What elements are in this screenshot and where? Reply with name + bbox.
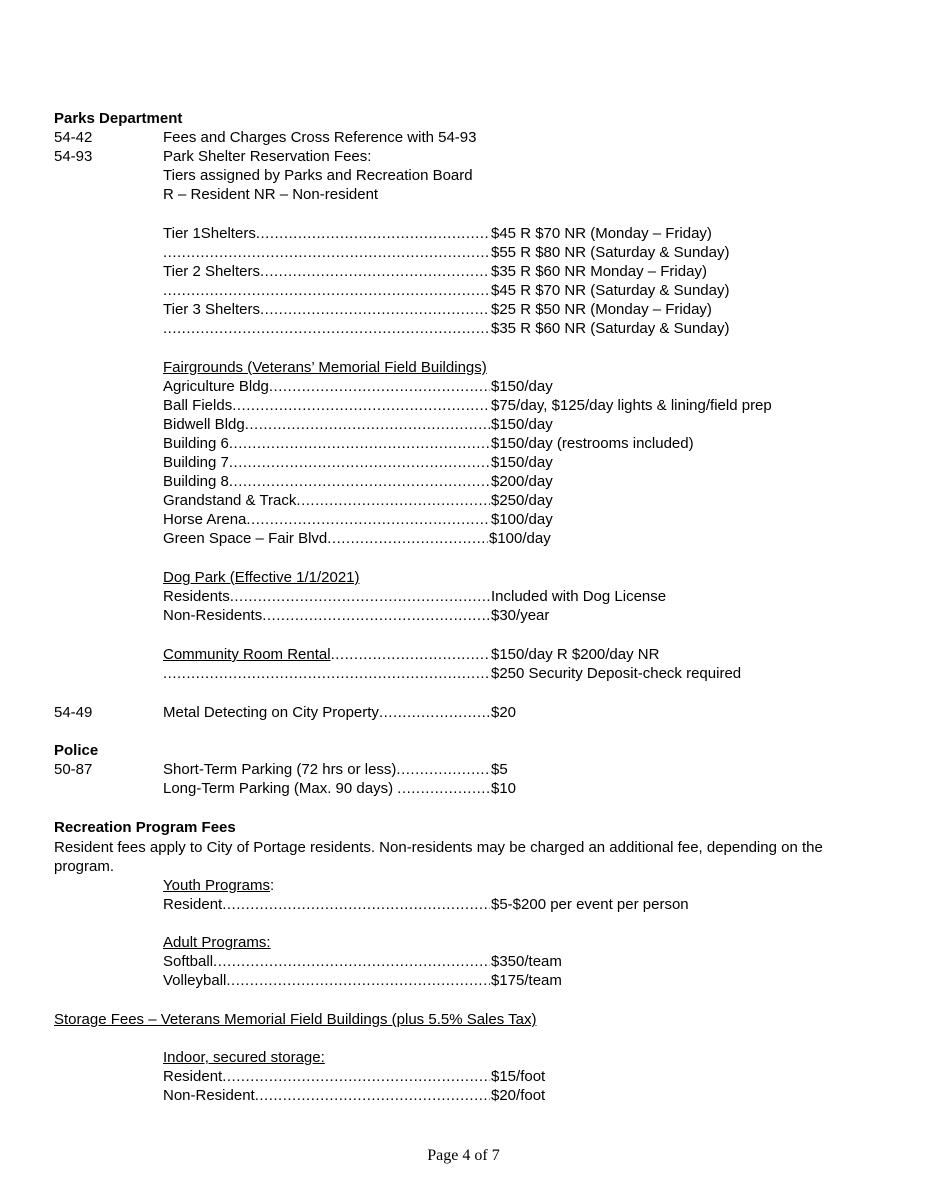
community-row: Community Room Rental ..... — [163, 646, 490, 663]
desc-54-93: Park Shelter Reservation Fees: — [163, 148, 372, 165]
code-54-42: 54-42 — [54, 129, 93, 146]
fairgrounds-value: $150/day — [491, 454, 553, 471]
shelter-value: $35 R $60 NR (Saturday & Sunday) — [491, 320, 730, 337]
storage-value: $20/foot — [491, 1087, 546, 1104]
metal-value: $20 — [491, 704, 517, 721]
police-heading: Police — [54, 742, 99, 759]
police-value: $5 — [491, 761, 508, 778]
dogpark-heading: Dog Park (Effective 1/1/2021) — [163, 569, 360, 586]
police-row: Short-Term Parking (72 hrs or less) ..... — [163, 761, 490, 778]
shelter-row: Tier 1Shelters ..... — [163, 225, 490, 242]
fairgrounds-value: $250/day — [491, 492, 553, 509]
fairgrounds-row: Building 7 ..... — [163, 454, 490, 471]
fairgrounds-value: $150/day — [491, 378, 553, 395]
desc-54-42: Fees and Charges Cross Reference with 54-93 — [163, 129, 477, 146]
shelter-row — [163, 282, 490, 299]
youth-heading-colon: : — [270, 877, 275, 894]
community-deposit-row — [163, 665, 490, 682]
storage-value: $15/foot — [491, 1068, 546, 1085]
shelter-value: $45 R $70 NR (Saturday & Sunday) — [491, 282, 730, 299]
fairgrounds-value: $150/day (restrooms included) — [491, 435, 694, 452]
tiers-note: Tiers assigned by Parks and Recreation Board — [163, 167, 473, 184]
fairgrounds-row: Grandstand & Track ..... — [163, 492, 490, 509]
fairgrounds-value: $200/day — [491, 473, 553, 490]
fairgrounds-row: Building 6 ..... — [163, 435, 490, 452]
police-value: $10 — [491, 780, 517, 797]
community-deposit: $250 Security Deposit-check required — [491, 665, 742, 682]
resident-legend: R – Resident NR – Non-resident — [163, 186, 379, 203]
parks-heading: Parks Department — [54, 110, 183, 127]
adult-row: Softball ..... — [163, 953, 490, 970]
dogpark-value: $30/year — [491, 607, 550, 624]
fairgrounds-row: Green Space – Fair Blvd ..... — [163, 530, 488, 547]
fairgrounds-row: Horse Arena ..... — [163, 511, 490, 528]
shelter-row — [163, 244, 490, 261]
community-value: $150/day R $200/day NR — [491, 646, 660, 663]
shelter-value: $55 R $80 NR (Saturday & Sunday) — [491, 244, 730, 261]
code-54-49: 54-49 — [54, 704, 93, 721]
fairgrounds-heading: Fairgrounds (Veterans’ Memorial Field Buildings) — [163, 359, 487, 376]
dogpark-row: Non-Residents ..... — [163, 607, 490, 624]
shelter-value: $35 R $60 NR Monday – Friday) — [491, 263, 707, 280]
shelter-row: Tier 3 Shelters ..... — [163, 301, 490, 318]
police-code: 50-87 — [54, 761, 93, 778]
adult-heading: Adult Programs: — [163, 934, 271, 951]
shelter-value: $45 R $70 NR (Monday – Friday) — [491, 225, 712, 242]
fairgrounds-value: $150/day — [491, 416, 553, 433]
code-54-93: 54-93 — [54, 148, 93, 165]
storage-row: Non-Resident ..... — [163, 1087, 490, 1104]
recreation-heading: Recreation Program Fees — [54, 819, 236, 836]
shelter-row: Tier 2 Shelters ..... — [163, 263, 490, 280]
police-row: Long-Term Parking (Max. 90 days) ..... — [163, 780, 490, 797]
fairgrounds-value: $100/day — [489, 530, 551, 547]
youth-value: $5-$200 per event per person — [491, 896, 689, 913]
fairgrounds-row: Bidwell Bldg ..... — [163, 416, 490, 433]
shelter-row — [163, 320, 490, 337]
youth-heading-wrap — [163, 877, 274, 894]
fairgrounds-row: Building 8 ..... — [163, 473, 490, 490]
adult-value: $350/team — [491, 953, 562, 970]
youth-heading: Youth Programs — [163, 877, 271, 894]
fairgrounds-row: Ball Fields ..... — [163, 397, 490, 414]
page-number: Page 4 of 7 — [427, 1147, 500, 1164]
storage-row: Resident ..... — [163, 1068, 490, 1085]
storage-heading: Storage Fees – Veterans Memorial Field Buildings (plus 5.5% Sales Tax) — [54, 1011, 537, 1028]
adult-value: $175/team — [491, 972, 562, 989]
fairgrounds-row: Agriculture Bldg ..... — [163, 378, 490, 395]
shelter-value: $25 R $50 NR (Monday – Friday) — [491, 301, 712, 318]
youth-row: Resident ..... — [163, 896, 490, 913]
dogpark-value: Included with Dog License — [491, 588, 667, 605]
dogpark-row: Residents ..... — [163, 588, 490, 605]
recreation-note: Resident fees apply to City of Portage residents. Non-residents may be charged an additional fee, depending on the program. — [54, 839, 823, 875]
adult-row: Volleyball ..... — [163, 972, 490, 989]
indoor-heading: Indoor, secured storage: — [163, 1049, 325, 1066]
metal-row: Metal Detecting on City Property ..... — [163, 704, 490, 721]
fairgrounds-value: $75/day, $125/day lights & lining/field prep — [491, 397, 772, 414]
fairgrounds-value: $100/day — [491, 511, 553, 528]
